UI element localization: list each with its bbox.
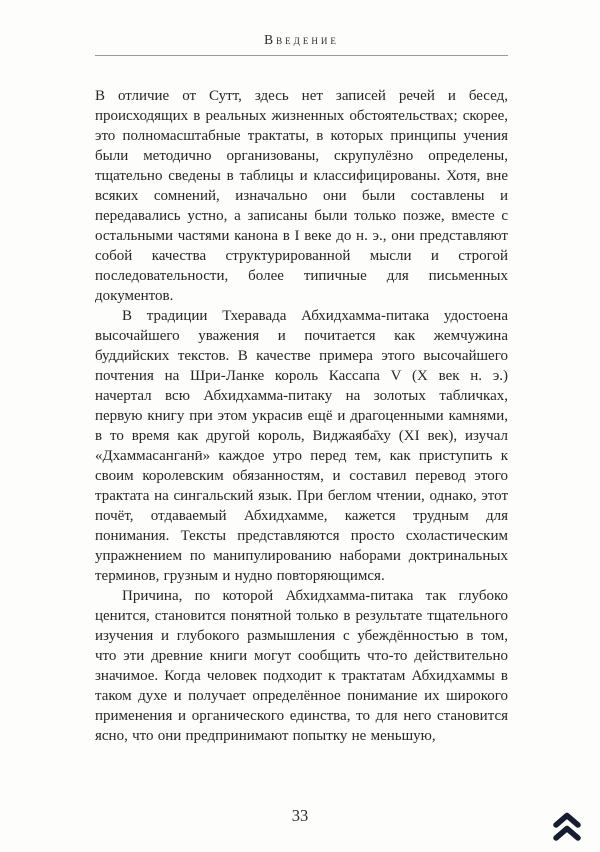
page-number: 33	[291, 806, 309, 825]
header-rule	[95, 55, 508, 56]
double-chevron-up-icon	[552, 811, 582, 843]
scroll-to-top-button[interactable]	[551, 810, 583, 844]
paragraph: Причина, по которой Абхидхамма-питака так глубоко ценится, становится понятной только в результате тщательного изучения и глубокого размышления с убеждённостью в том, что эти древние книги могут сообщить что-то действительно значимое. Когда человек подходит к трактатам Абхидхаммы в таком духе и получает определённое понимание их широкого применения и органического единства, то для него становится ясно, что они предпринимают попытку не меньшую,	[95, 588, 508, 744]
paragraph: В отличие от Сутт, здесь нет записей речей и бесед, происходящих в реальных жизненных обстоятельствах; скорее, это полномасштабные трактаты, в которых принципы учения были методично организованы, скрупулёзно определены, тщательно сведены в таблицы и классифицированы. Хотя, вне всяких сомнений, изначально они были составлены и передавались устно, а записаны были только позже, вместе с остальными частями канона в I веке до н. э., они представляют собой качества структурированной мысли и строгой последовательности, более типичные для письменных документов.	[95, 88, 508, 304]
body-text	[95, 86, 508, 746]
running-head: Введение	[264, 32, 339, 47]
paragraph: В традиции Тхеравада Абхидхамма-питака удостоена высочайшего уважения и почитается как жемчужина буддийских текстов. В качестве примера этого высочайшего почтения на Шри-Ланке король Кассапа V (X век н. э.) начертал всю Абхидхамма-питаку на золотых табличках, первую книгу при этом украсив ещё и драгоценными камнями, в то время как другой король, Виджаяба̄ху (XI век), изучал «Дхаммасанганӣ» каждое утро перед тем, как приступить к своим королевским обязанностям, и составил перевод этого трактата на сингальский язык. При беглом чтении, однако, этот почёт, отдаваемый Абхидхамме, кажется трудным для понимания. Тексты представляются просто схоластическим упражнением по манипулированию наборами доктринальных терминов, грузным и нудно повторяющимся.	[95, 308, 508, 584]
book-page	[95, 32, 508, 746]
